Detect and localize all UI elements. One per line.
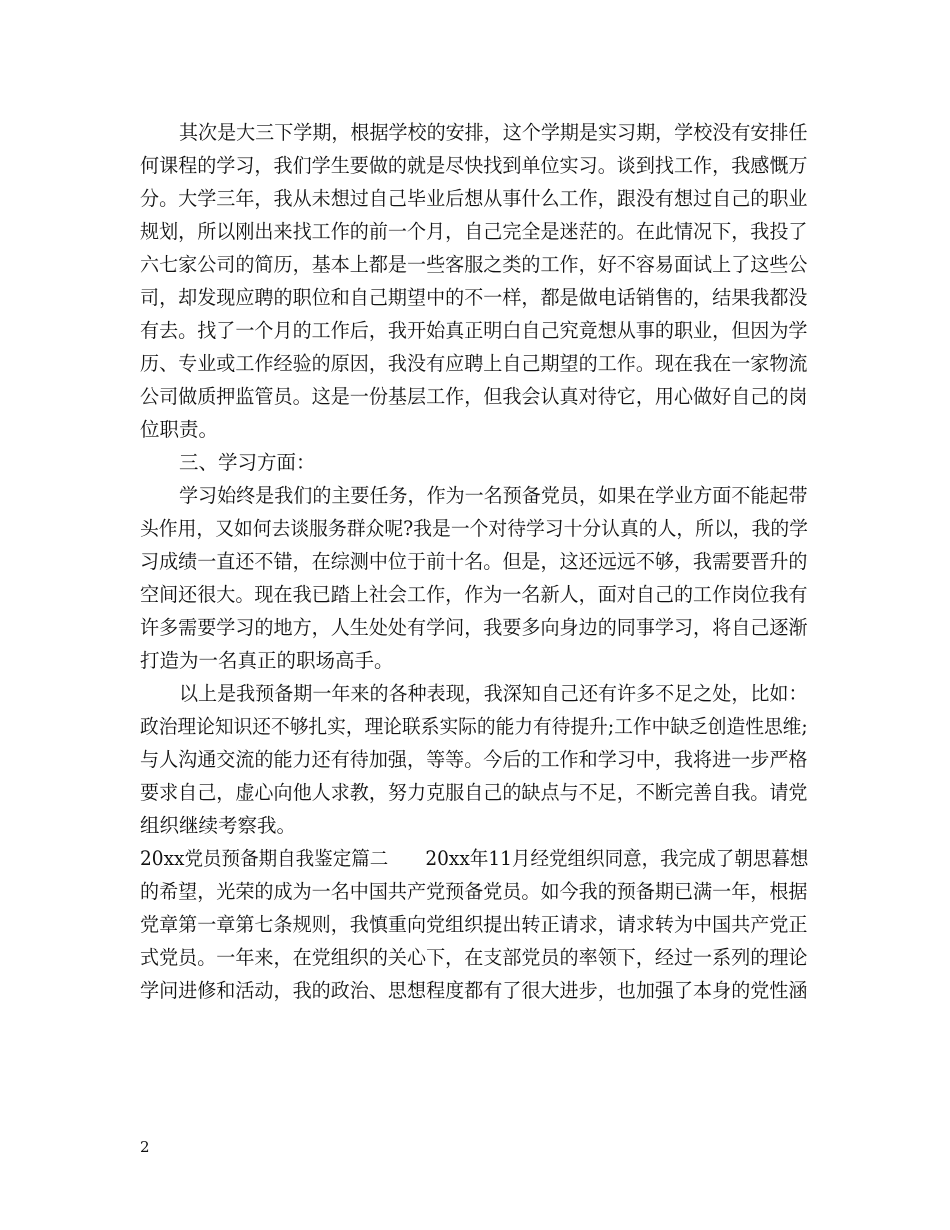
paragraph-line: 公司做质押监管员。这是一份基层工作，但我会认真对待它，用心做好自己的岗 [140, 385, 808, 408]
paragraph-line: 许多需要学习的地方，人生处处有学问，我要多向身边的同事学习，将自己逐渐 [140, 616, 808, 639]
paragraph-line: 要求自己，虚心向他人求教，努力克服自己的缺点与不足，不断完善自我。请党 [140, 781, 808, 804]
section-title-line: 20xx党员预备期自我鉴定篇二 20xx年11月经党组织同意，我完成了朝思暮想 [140, 847, 809, 870]
paragraph-line: 与人沟通交流的能力还有待加强，等等。今后的工作和学习中，我将进一步严格 [140, 748, 808, 771]
paragraph-line: 位职责。 [140, 418, 219, 441]
paragraph-line: 何课程的学习，我们学生要做的就是尽快找到单位实习。谈到找工作，我感慨万 [140, 154, 808, 177]
paragraph-line: 习成绩一直还不错，在综测中位于前十名。但是，这还远远不够，我需要晋升的 [140, 550, 808, 573]
paragraph-line: 党章第一章第七条规则，我慎重向党组织提出转正请求，请求转为中国共产党正 [140, 913, 808, 936]
paragraph-line: 有去。找了一个月的工作后，我开始真正明白自己究竟想从事的职业，但因为学 [140, 319, 808, 342]
paragraph-line: 组织继续考察我。 [140, 814, 297, 837]
paragraph-line: 六七家公司的简历，基本上都是一些客服之类的工作，好不容易面试上了这些公 [140, 253, 808, 276]
paragraph-line: 学问进修和活动，我的政治、思想程度都有了很大进步，也加强了本身的党性涵 [140, 979, 808, 1002]
paragraph-line: 政治理论知识还不够扎实，理论联系实际的能力有待提升;工作中缺乏创造性思维; [140, 715, 808, 738]
paragraph-line: 以上是我预备期一年来的各种表现，我深知自己还有许多不足之处，比如： [179, 682, 808, 705]
paragraph-line: 空间还很大。现在我已踏上社会工作，作为一名新人，面对自己的工作岗位我有 [140, 583, 808, 606]
paragraph-line: 分。大学三年，我从未想过自己毕业后想从事什么工作，跟没有想过自己的职业 [140, 187, 808, 210]
section-heading: 三、学习方面： [179, 451, 316, 474]
paragraph-line: 司，却发现应聘的职位和自己期望中的不一样，都是做电话销售的，结果我都没 [140, 286, 808, 309]
paragraph-line: 的希望，光荣的成为一名中国共产党预备党员。如今我的预备期已满一年，根据 [140, 880, 808, 903]
paragraph-line: 规划，所以刚出来找工作的前一个月，自己完全是迷茫的。在此情况下，我投了 [140, 220, 808, 243]
page-number: 2 [140, 1138, 150, 1156]
paragraph-line: 历、专业或工作经验的原因，我没有应聘上自己期望的工作。现在我在一家物流 [140, 352, 808, 375]
paragraph-line: 打造为一名真正的职场高手。 [140, 649, 394, 672]
paragraph-line: 学习始终是我们的主要任务，作为一名预备党员，如果在学业方面不能起带 [179, 484, 808, 507]
paragraph-line: 头作用，又如何去谈服务群众呢?我是一个对待学习十分认真的人，所以，我的学 [140, 517, 808, 540]
paragraph-line: 其次是大三下学期，根据学校的安排，这个学期是实习期，学校没有安排任 [179, 121, 808, 144]
paragraph-line: 式党员。一年来，在党组织的关心下，在支部党员的率领下，经过一系列的理论 [140, 946, 808, 969]
